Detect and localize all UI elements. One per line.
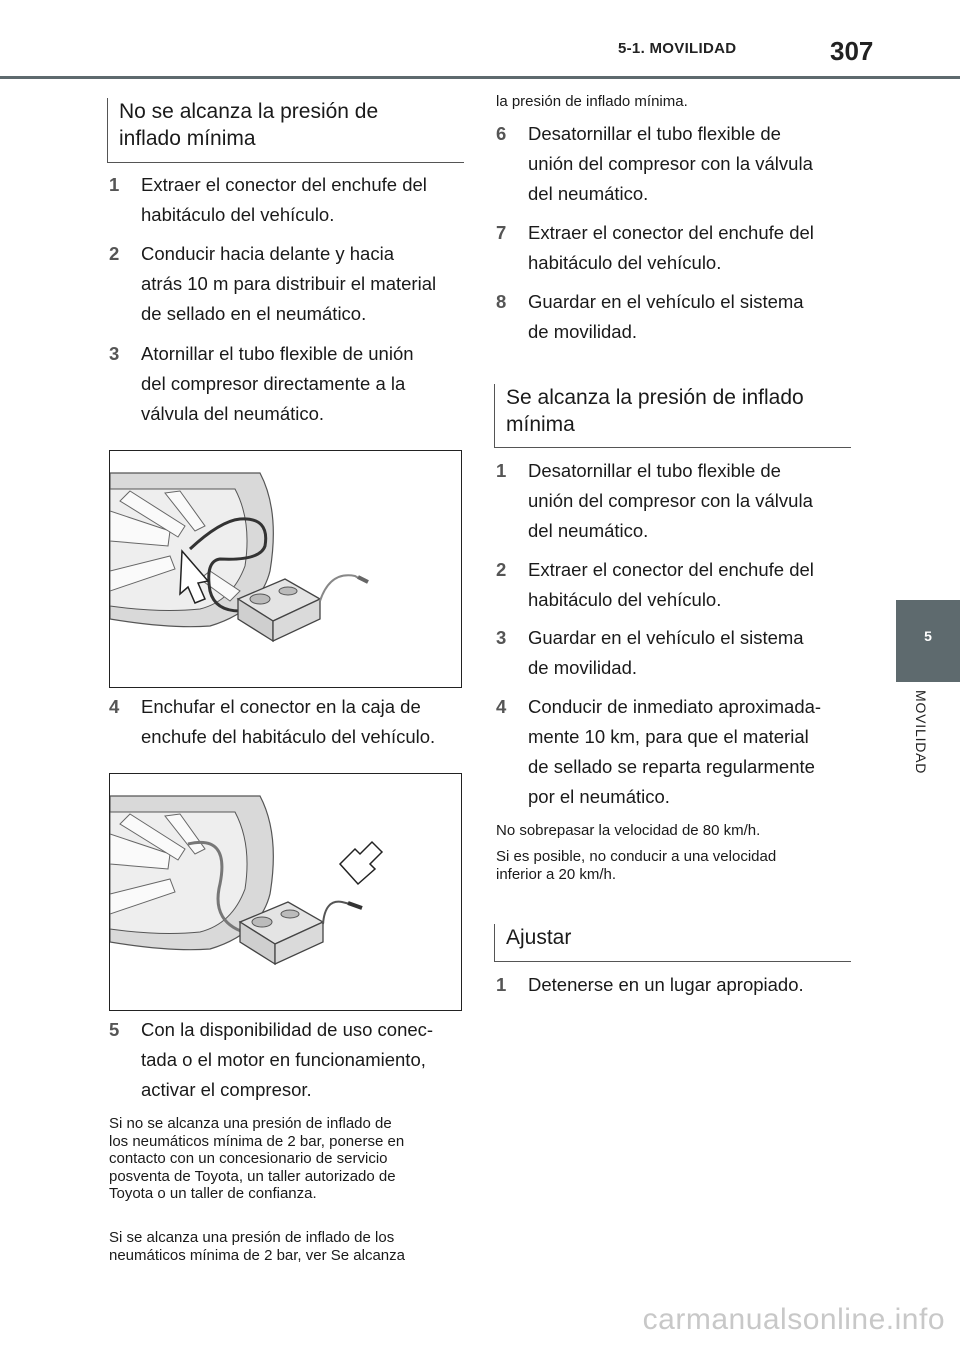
section-heading-min-pressure-reached	[494, 384, 851, 448]
step-item	[109, 339, 469, 429]
step-number: 2	[496, 559, 507, 580]
step-text-line: activar el compresor.	[141, 1079, 312, 1100]
heading-line-2: mínima	[506, 413, 575, 436]
step-text-line: Atornillar el tubo flexible de unión	[141, 343, 414, 364]
heading-line-1: Se alcanza la presión de inflado	[506, 386, 804, 409]
step-item	[109, 1015, 469, 1105]
step-number: 4	[496, 696, 507, 717]
step-text-line: Conducir de inmediato aproximada-	[528, 696, 822, 717]
note-line: Si se alcanza una presión de inflado de los	[109, 1229, 395, 1246]
section-heading-min-pressure-not-reached	[107, 98, 464, 163]
step-text-line: Guardar en el vehículo el sistema	[528, 627, 804, 648]
note-continuation: la presión de inflado mínima.	[496, 93, 688, 110]
chapter-tab-number: 5	[924, 628, 932, 644]
step-item	[496, 692, 856, 812]
heading-line-1: Ajustar	[506, 926, 572, 949]
note-see-reached	[109, 1229, 469, 1264]
step-text	[528, 119, 813, 209]
step-text-line: Desatornillar el tubo flexible de	[528, 123, 781, 144]
note-min-speed	[496, 848, 856, 883]
figure-plug-connector	[109, 773, 462, 1011]
header-section-title: 5-1. MOVILIDAD	[618, 40, 737, 57]
note-line: contacto con un concesionario de servicio	[109, 1150, 388, 1167]
step-text-line: tada o el motor en funcionamiento,	[141, 1049, 426, 1070]
step-item	[109, 170, 469, 230]
step-text-line: de movilidad.	[528, 321, 638, 342]
step-text	[528, 456, 813, 546]
step-number: 4	[109, 696, 120, 717]
step-number: 8	[496, 291, 507, 312]
step-text	[528, 970, 804, 1000]
step-text-line: Extraer el conector del enchufe del	[528, 559, 814, 580]
step-item	[496, 119, 856, 209]
note-max-speed: No sobrepasar la velocidad de 80 km/h.	[496, 822, 761, 839]
step-number: 7	[496, 222, 507, 243]
step-number: 1	[109, 174, 120, 195]
step-text-line: Guardar en el vehículo el sistema	[528, 291, 804, 312]
heading-line-2: inflado mínima	[119, 127, 256, 150]
step-text-line: por el neumático.	[528, 786, 670, 807]
page-number: 307	[830, 36, 874, 66]
step-text-line: del compresor directamente a la	[141, 373, 406, 394]
step-text	[141, 339, 414, 429]
step-text-line: Extraer el conector del enchufe del	[141, 174, 427, 195]
header-rule	[0, 76, 960, 79]
step-item	[496, 623, 856, 683]
footer-watermark: carmanualsonline.info	[642, 1303, 945, 1336]
note-line: Toyota o un taller de confianza.	[109, 1185, 317, 1202]
chapter-side-label	[912, 690, 932, 805]
step-number: 1	[496, 974, 507, 995]
step-text-line: mente 10 km, para que el material	[528, 726, 809, 747]
section-heading-adjust	[494, 924, 851, 962]
step-text-line: Enchufar el conector en la caja de	[141, 696, 421, 717]
step-text-line: enchufe del habitáculo del vehículo.	[141, 726, 436, 747]
step-text	[528, 287, 804, 347]
step-text-line: del neumático.	[528, 183, 649, 204]
step-text	[141, 170, 427, 230]
step-text-line: unión del compresor con la válvula	[528, 153, 813, 174]
step-number: 1	[496, 460, 507, 481]
step-number: 3	[109, 343, 120, 364]
step-text-line: del neumático.	[528, 520, 649, 541]
step-text-line: Extraer el conector del enchufe del	[528, 222, 814, 243]
step-text-line: habitáculo del vehículo.	[528, 252, 722, 273]
step-text-line: de movilidad.	[528, 657, 638, 678]
note-line: Si es posible, no conducir a una velocidad	[496, 848, 777, 865]
note-line: los neumáticos mínima de 2 bar, ponerse en	[109, 1132, 405, 1150]
step-item	[109, 239, 469, 329]
step-text-line: válvula del neumático.	[141, 403, 325, 424]
step-item	[109, 692, 469, 752]
step-text-line: Con la disponibilidad de uso conec-	[141, 1019, 434, 1040]
step-text-line: de sellado en el neumático.	[141, 303, 367, 324]
heading-line-1: No se alcanza la presión de	[119, 100, 379, 123]
step-text-line: de sellado se reparta regularmente	[528, 756, 815, 777]
illustration-compressor-connector	[110, 774, 461, 1010]
note-contact-dealer	[109, 1115, 469, 1203]
step-text-line: Detenerse en un lugar apropiado.	[528, 974, 804, 995]
chapter-side-label-text: MOVILIDAD	[913, 690, 929, 775]
step-text-line: Conducir hacia delante y hacia	[141, 243, 394, 264]
step-number: 5	[109, 1019, 120, 1040]
step-text	[141, 692, 435, 752]
note-line: neumáticos mínima de 2 bar, ver Se alcanza	[109, 1246, 405, 1264]
step-text-line: habitáculo del vehículo.	[528, 589, 722, 610]
step-number: 6	[496, 123, 507, 144]
step-item	[496, 970, 856, 1000]
step-item	[496, 218, 856, 278]
step-text	[528, 555, 814, 615]
illustration-compressor-at-valve	[110, 451, 461, 687]
step-text	[141, 239, 436, 329]
note-line: Si no se alcanza una presión de inflado de	[109, 1115, 392, 1132]
step-text-line: habitáculo del vehículo.	[141, 204, 335, 225]
step-text	[141, 1015, 433, 1105]
step-item	[496, 287, 856, 347]
step-item	[496, 456, 856, 546]
step-number: 3	[496, 627, 507, 648]
step-text	[528, 623, 804, 683]
step-text	[528, 218, 814, 278]
step-text-line: unión del compresor con la válvula	[528, 490, 813, 511]
note-line: inferior a 20 km/h.	[496, 865, 617, 883]
figure-hose-to-valve	[109, 450, 462, 688]
step-text-line: Desatornillar el tubo flexible de	[528, 460, 781, 481]
chapter-tab[interactable]	[896, 600, 960, 682]
step-text-line: atrás 10 m para distribuir el material	[141, 273, 437, 294]
step-item	[496, 555, 856, 615]
step-number: 2	[109, 243, 120, 264]
step-text	[528, 692, 821, 812]
note-line: posventa de Toyota, un taller autorizado de	[109, 1167, 396, 1185]
